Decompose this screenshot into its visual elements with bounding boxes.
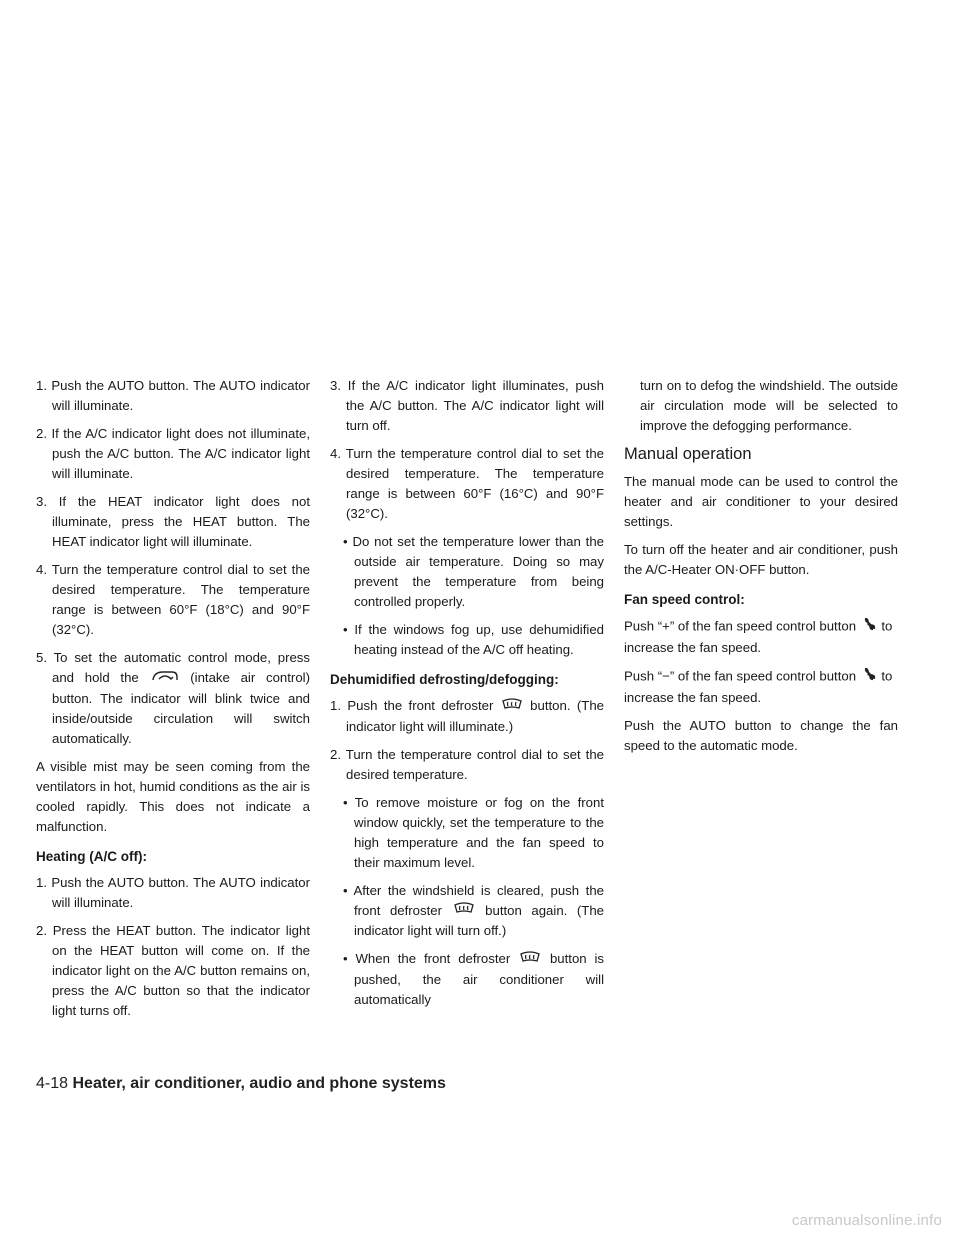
paragraph xyxy=(624,616,898,658)
watermark: carmanualsonline.info xyxy=(791,1212,942,1229)
fan-speed-heading: Fan speed control: xyxy=(624,592,745,607)
defroster-icon xyxy=(452,901,476,921)
list-item: 3. If the HEAT indicator light does not illuminate, press the HEAT button. The HEAT indicator light will illuminate. xyxy=(36,494,310,549)
item5-text-pre: 5. To set the automatic control mode, press and hold the xyxy=(36,650,310,685)
bullet-item xyxy=(330,949,604,1010)
defroster-icon xyxy=(518,950,542,970)
list-item xyxy=(330,696,604,737)
continued-text: turn on to defog the windshield. The outside air circulation mode will be selected to improve the defogging performance. xyxy=(640,378,898,433)
list-item xyxy=(36,648,310,749)
column-2 xyxy=(330,376,604,1018)
fan-minus-post: to increase the fan speed. xyxy=(624,668,893,705)
defroster-icon xyxy=(500,697,524,717)
item5-text-post: (intake air control) button. The indicator will blink twice and inside/outside circulation will switch automatically. xyxy=(52,670,310,746)
d2-bullet2-post: button again. (The indicator light will turn off.) xyxy=(354,902,605,939)
fan-icon xyxy=(860,666,878,688)
list-item: 4. Turn the temperature control dial to set the desired temperature. The temperature range is between 60°F (18°C) and 90°F (32°C). xyxy=(36,562,310,637)
intake-air-icon xyxy=(150,669,180,689)
fan-plus-pre: Push “+” of the fan speed control button xyxy=(624,618,857,634)
list-item: 2. If the A/C indicator light does not illuminate, push the A/C button. The A/C indicator light will illuminate. xyxy=(36,426,310,481)
fan-plus-post: to increase the fan speed. xyxy=(624,618,893,655)
paragraph: The manual mode can be used to control the heater and air conditioner to your desired settings. xyxy=(624,474,898,529)
column-1 xyxy=(36,376,310,1029)
list-item: 3. If the A/C indicator light illuminates, push the A/C button. The A/C indicator light will turn off. xyxy=(330,378,604,433)
footer-title: Heater, air conditioner, audio and phone systems xyxy=(72,1075,446,1092)
fan-minus-pre: Push “−” of the fan speed control button xyxy=(624,668,857,684)
dehumidified-heading: Dehumidified defrosting/defogging: xyxy=(330,672,559,687)
bullet-item: • If the windows fog up, use dehumidified heating instead of the A/C off heating. xyxy=(343,622,604,657)
d1-text-pre: 1. Push the front defroster xyxy=(330,698,494,713)
list-item: 2. Press the HEAT button. The indicator light on the HEAT button will come on. If the indicator light on the A/C button remains on, press the A/C button so that the indicator light turns off. xyxy=(36,922,310,1018)
d2-bullet2-pre: • After the windshield is cleared, push the front defroster xyxy=(343,882,604,918)
bullet-item: • Do not set the temperature lower than the outside air temperature. Doing so may prevent the temperature from being controlled properly. xyxy=(343,534,604,609)
column-3 xyxy=(624,376,898,764)
page-number: 4-18 xyxy=(36,1075,69,1092)
paragraph: Push the AUTO button to change the fan speed to the automatic mode. xyxy=(624,718,898,753)
list-item: 4. Turn the temperature control dial to set the desired temperature. The temperature range is between 60°F (16°C) and 90°F (32°C). xyxy=(330,446,604,521)
paragraph: To turn off the heater and air conditioner, push the A/C-Heater ON·OFF button. xyxy=(624,542,898,577)
fan-icon xyxy=(860,616,878,638)
list-item: 1. Push the AUTO button. The AUTO indicator will illuminate. xyxy=(36,874,310,910)
d2-bullet3-post: button is pushed, the air conditioner will automatically xyxy=(354,951,604,1007)
list-item: 1. Push the AUTO button. The AUTO indicator will illuminate. xyxy=(36,378,310,413)
d2-bullet3-pre: • When the front defroster xyxy=(343,951,511,967)
heating-heading: Heating (A/C off): xyxy=(36,848,147,864)
bullet-item: • To remove moisture or fog on the front window quickly, set the temperature to the high temperature and the fan speed to their maximum level. xyxy=(343,794,604,870)
d1-text-post: button. (The indicator light will illuminate.) xyxy=(346,698,604,734)
mist-note: A visible mist may be seen coming from the ventilators in hot, humid conditions as the air is cooled rapidly. This does not indicate a malfunction. xyxy=(36,758,310,834)
list-item: 2. Turn the temperature control dial to set the desired temperature. xyxy=(330,746,604,782)
bullet-item xyxy=(330,881,604,942)
page-footer xyxy=(36,1075,446,1093)
paragraph xyxy=(624,666,898,708)
manual-operation-heading: Manual operation xyxy=(624,445,752,463)
